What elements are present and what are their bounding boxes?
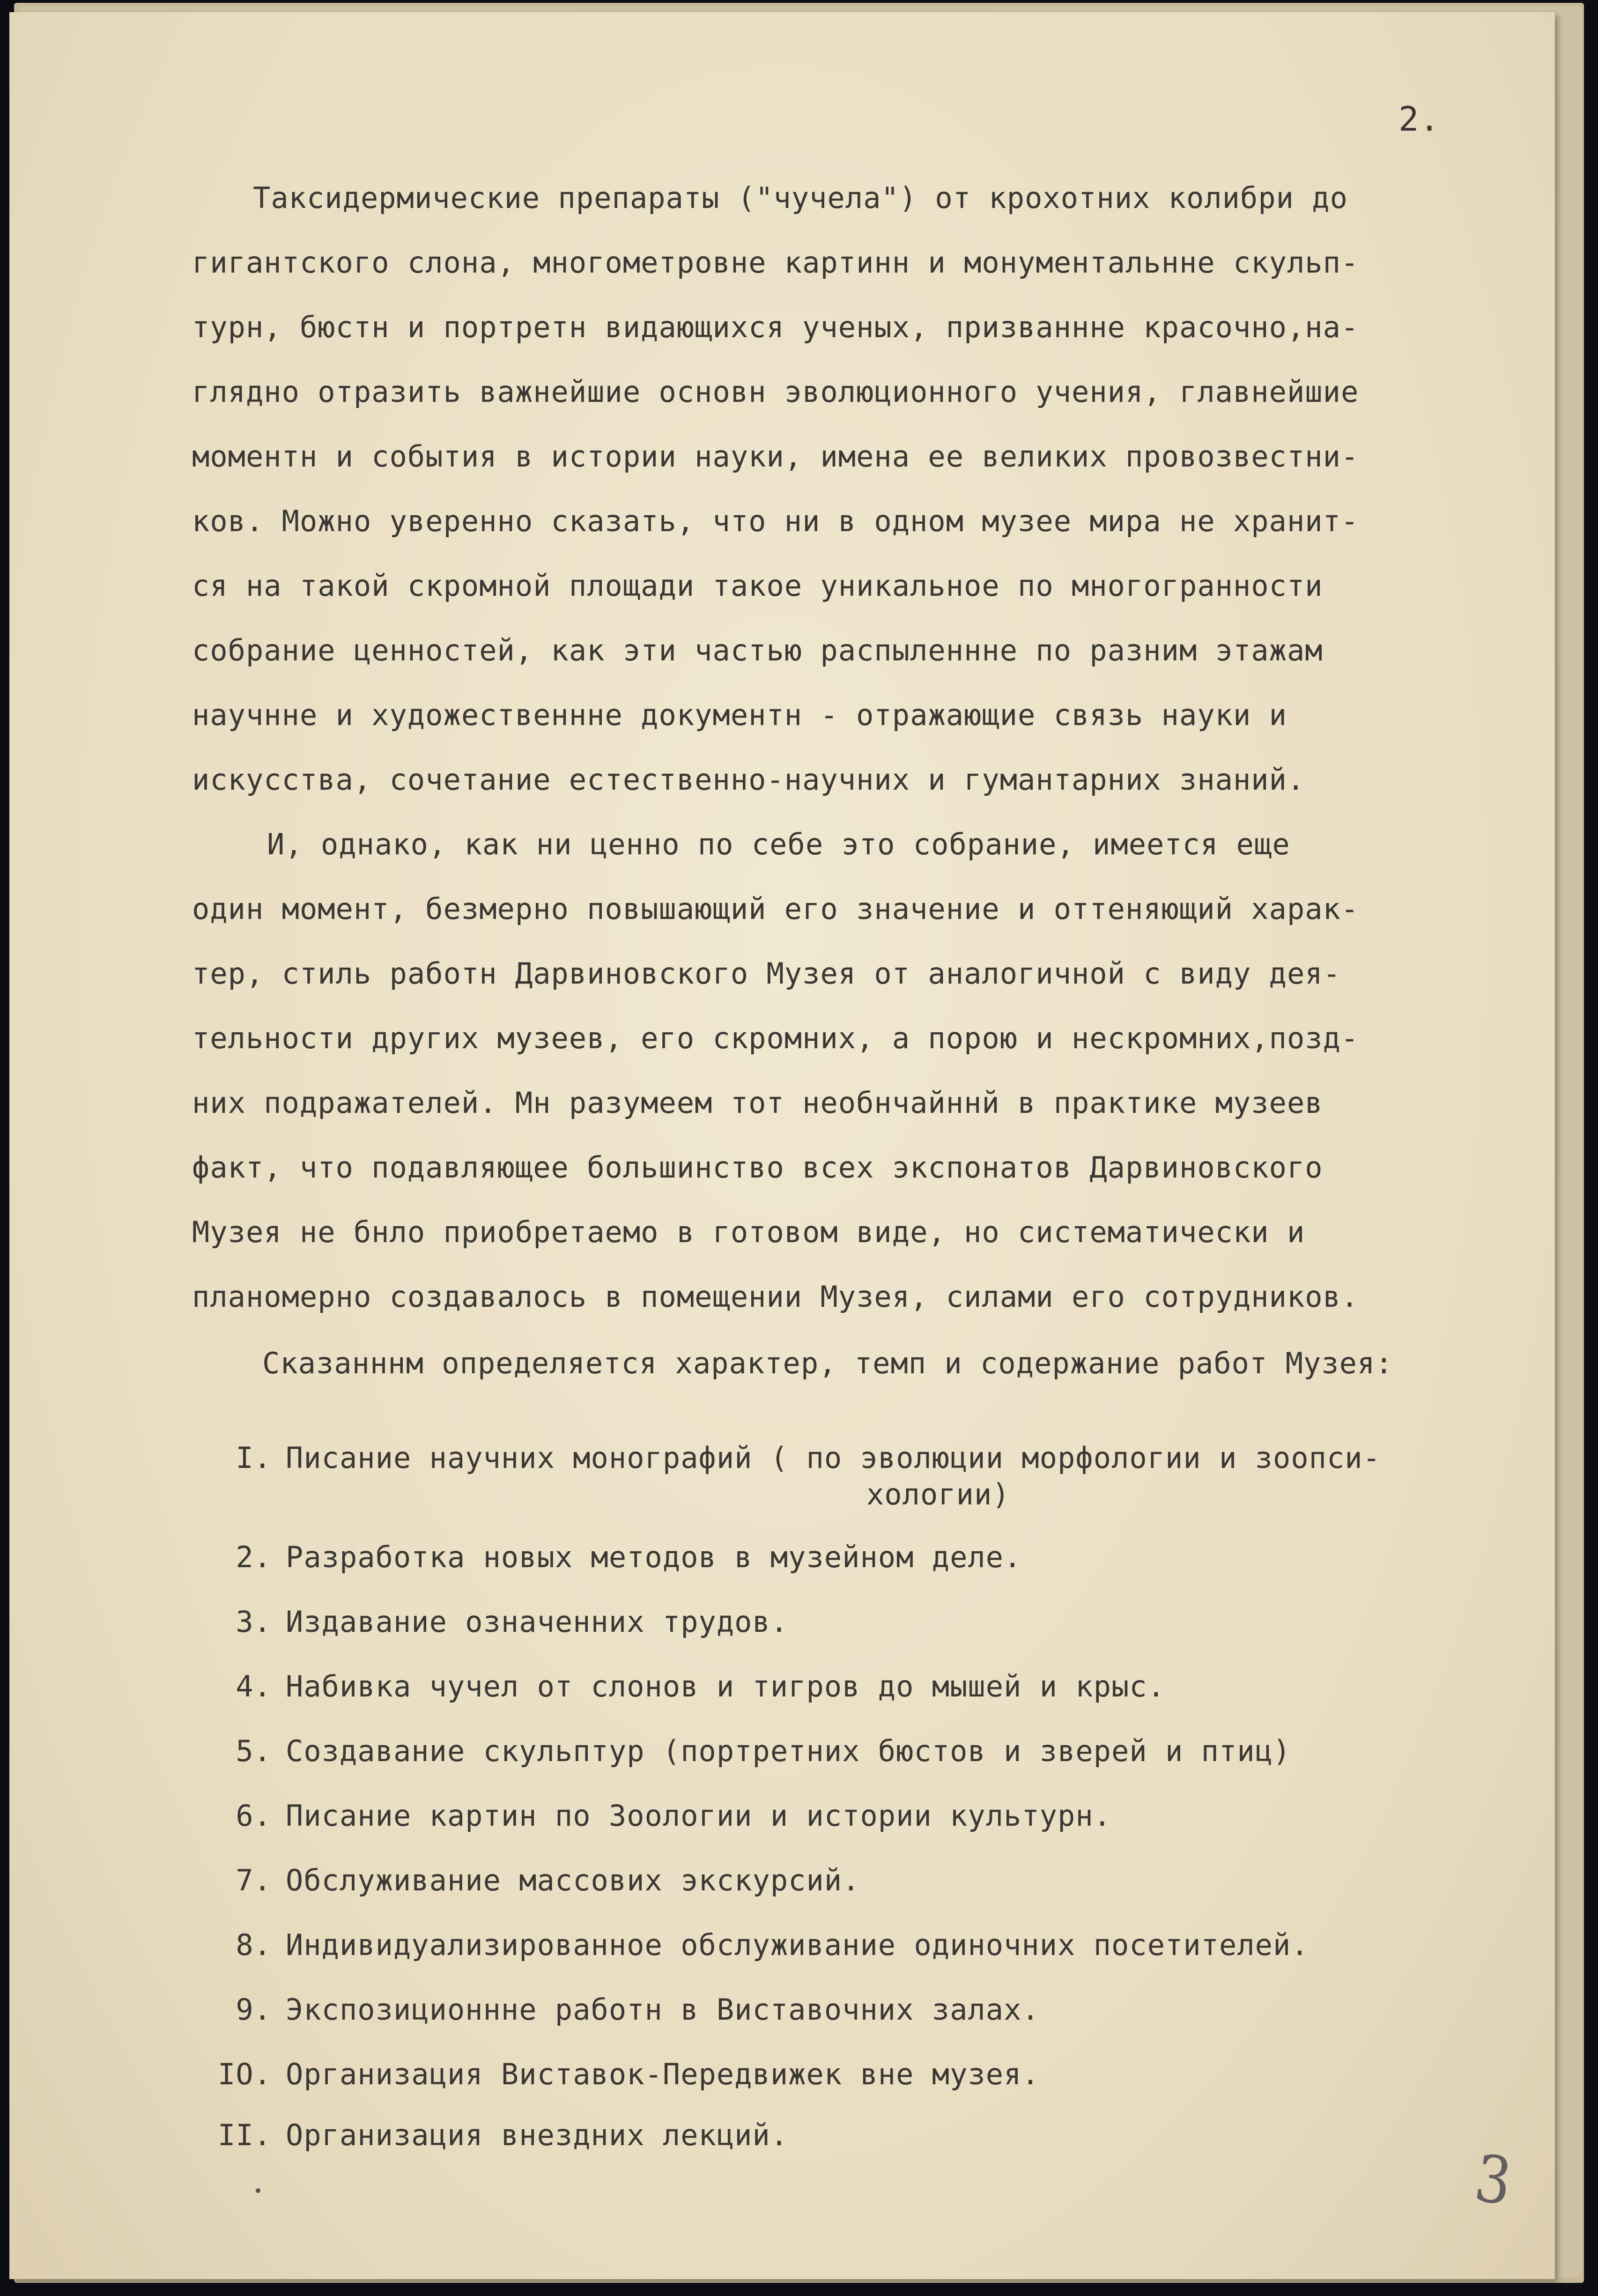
paragraph-1-line-3: турн, бюстн и портретн видающихся ученых, призваннне красочно,на- <box>192 310 1359 344</box>
list-item-number: IO. <box>218 2057 272 2091</box>
list-item-text: Издавание означенних трудов. <box>286 1605 789 1639</box>
paragraph-2-line-1: И, однако, как ни ценно по себе это собрание, имеется еще <box>267 827 1290 861</box>
list-item-text: Разработка новых методов в музейном деле. <box>286 1540 1022 1574</box>
paragraph-1-line-7: ся на такой скромной площади такое уникальное по многогранности <box>192 569 1323 603</box>
list-item-number: 4. <box>236 1669 272 1703</box>
paragraph-2-line-6: факт, что подавляющее большинство всех экспонатов Дарвиновского <box>192 1150 1323 1185</box>
list-item-text: Организация Виставок-Передвижек вне музея. <box>286 2057 1040 2091</box>
paragraph-2-line-3: тер, стиль работн Дарвиновского Музея от аналогичной с виду дея- <box>192 956 1341 991</box>
list-item-text: Обслуживание массових экскурсий. <box>286 1863 860 1897</box>
paragraph-2-line-4: тельности других музеев, его скромних, а порою и нескромних,позд- <box>192 1021 1359 1055</box>
paragraph-2-line-2: один момент, безмерно повышающий его значение и оттеняющий харак- <box>192 892 1359 926</box>
paragraph-2-line-7: Музея не бнло приобретаемо в готовом виде, но систематически и <box>192 1215 1305 1249</box>
page-number: 2. <box>1398 99 1440 139</box>
paragraph-1-line-2: гигантского слона, многометровне картинн и монументальнне скульп- <box>192 245 1359 280</box>
list-item-text: Создавание скульптур (портретних бюстов и зверей и птиц) <box>286 1734 1291 1768</box>
list-item-text: Экспозиционнне работн в Виставочних залах. <box>286 1992 1040 2027</box>
paragraph-1-line-5: моментн и события в истории науки, имена ее великих провозвестни- <box>192 439 1359 474</box>
list-item-number: 7. <box>236 1863 272 1897</box>
paragraph-2-line-8: планомерно создавалось в помещении Музея, силами его сотрудников. <box>192 1280 1359 1314</box>
paragraph-1-line-1: Таксидермические препараты ("чучела") от крохотних колибри до <box>253 181 1348 215</box>
handwritten-folio-mark: 3 <box>1470 2141 1517 2220</box>
paragraph-3-line-1: Сказанннм определяется характер, темп и содержание работ Музея: <box>262 1346 1393 1380</box>
list-item-number: 5. <box>236 1734 272 1768</box>
paragraph-1-line-8: собрание ценностей, как эти частью распыленнне по разним этажам <box>192 633 1323 667</box>
list-item-number: 8. <box>236 1928 272 1962</box>
paragraph-1-line-6: ков. Можно уверенно сказать, что ни в одном музее мира не хранит- <box>192 504 1359 538</box>
list-item-text: Индивидуализированное обслуживание одиночних посетителей. <box>286 1928 1309 1962</box>
list-item-text: Организация внездних лекций. <box>286 2118 789 2152</box>
list-item-number: 9. <box>236 1992 272 2027</box>
list-item-number: II. <box>218 2118 272 2152</box>
list-item-number: 6. <box>236 1799 272 1833</box>
list-item-text: Набивка чучел от слонов и тигров до мышей и крыс. <box>286 1669 1166 1703</box>
ink-dot <box>256 2188 260 2193</box>
list-item-number: I. <box>236 1441 272 1475</box>
list-item-number: 2. <box>236 1540 272 1574</box>
list-item-text: Писание научних монографий ( по эволюции морфологии и зоопси- <box>286 1441 1381 1475</box>
paragraph-1-line-4: глядно отразить важнейшие основн эволюционного учения, главнейшие <box>192 375 1359 409</box>
paragraph-2-line-5: них подражателей. Мн разумеем тот необнчайннй в практике музеев <box>192 1086 1323 1120</box>
list-item-continuation: хологии) <box>866 1477 1010 1511</box>
list-item-number: 3. <box>236 1605 272 1639</box>
typewritten-page <box>9 12 1555 2279</box>
paragraph-1-line-9: научнне и художественнне документн - отражающие связь науки и <box>192 698 1287 732</box>
list-item-text: Писание картин по Зоологии и истории культурн. <box>286 1799 1112 1833</box>
paragraph-1-line-10: искусства, сочетание естественно-научних и гумантарних знаний. <box>192 763 1305 797</box>
